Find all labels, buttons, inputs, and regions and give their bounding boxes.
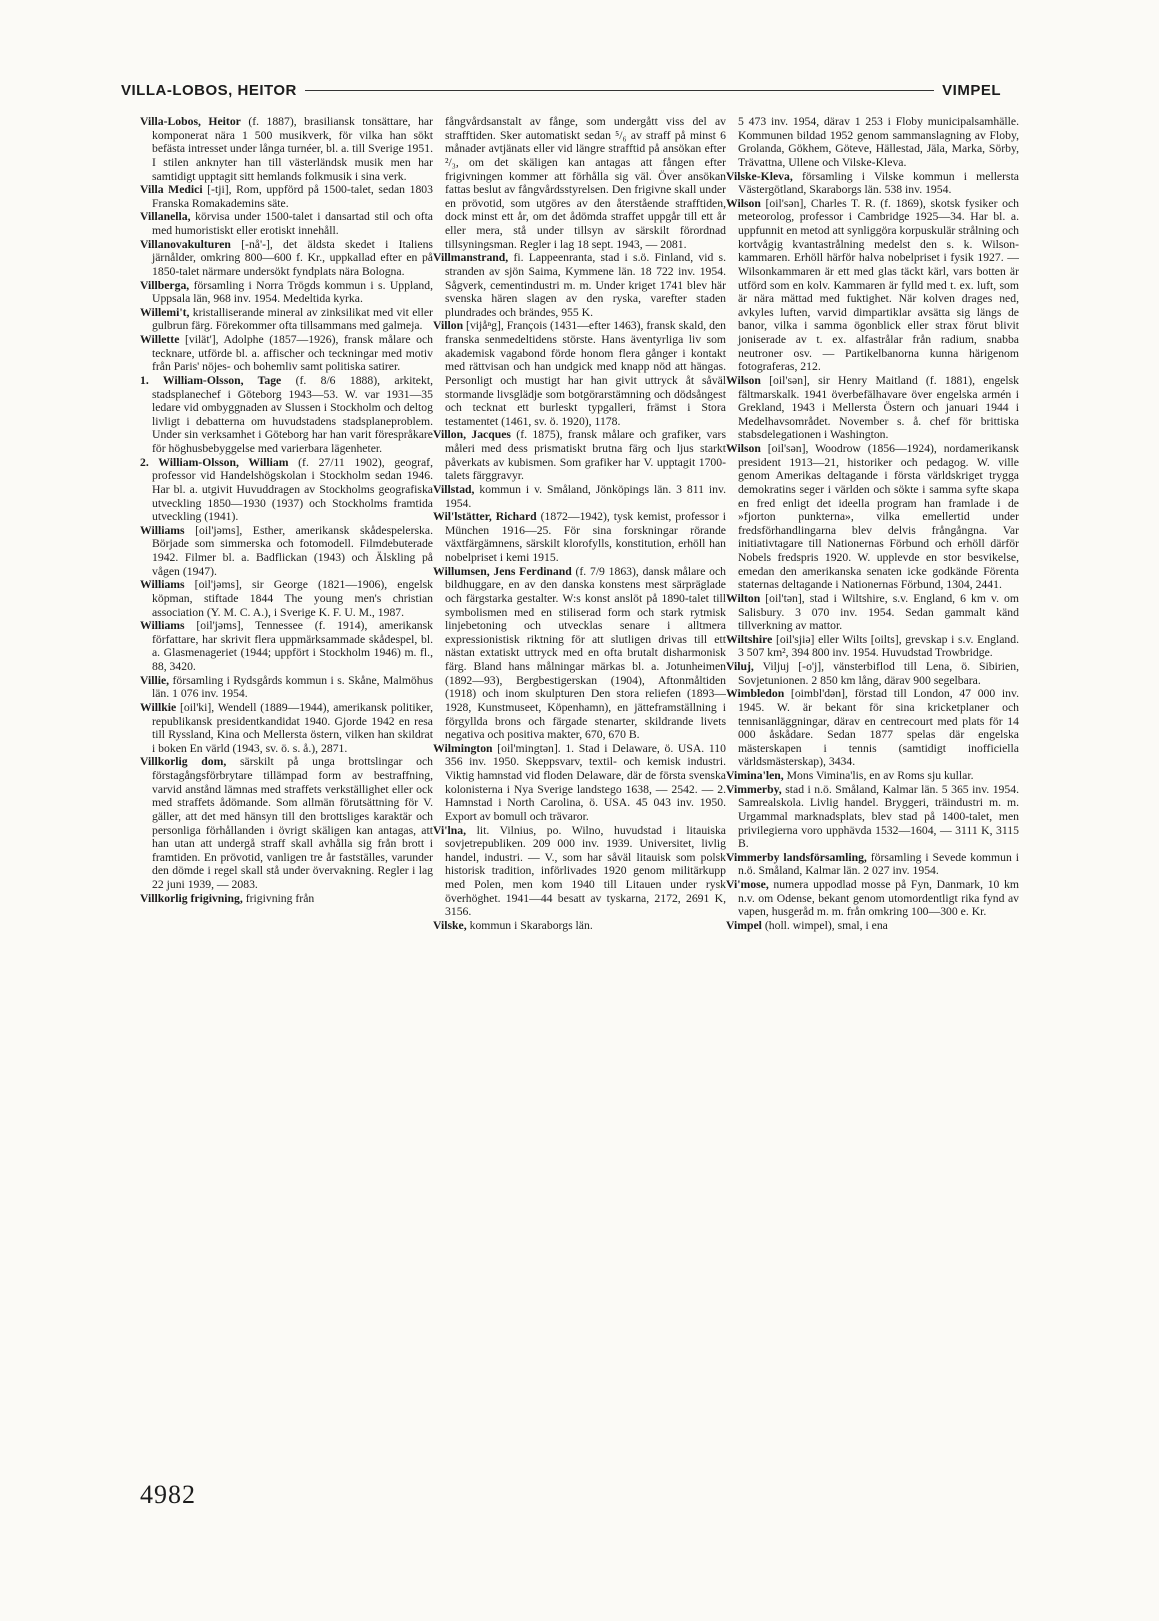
continued-text: 5 473 inv. 1954, därav 1 253 i Floby municipalsamhälle. Kommunen bildad 1952 genom sammanslagning av Floby, Grolanda, Gökhem, Göteve, Hällestad, Jäla, Marka, Sörby, Trävattna, Ullene och Vilske-Kleva. (738, 115, 1019, 169)
entry-text: [oil'sən], Charles T. R. (f. 1869), skotsk fysiker och meteorolog, professor i Cambridge 1925—34. Har bl. a. uppfunnit en metod att synliggöra korpuskulär strålning och kortvågig kvantastrålning medelst den s. k. Wilson-kammaren. Erhöll härför halva nobelpriset i fysik 1927. — Wilsonkammaren är ett med glas täckt kärl, vars botten är utförd som en kolv. Kammaren är fylld med t. ex. luft, som är nära mättad med fuktighet. När kolven drages ned, avkyles luften, varvid dimpartiklar avsätta sig längs de banor, vilka i samma ögonblick eller strax förut blivit joniserade av t. ex. alfastrålar från radium, snabba neutroner osv. — Partikelbanorna kunna härigenom fotograferas, 212. (738, 196, 1019, 374)
dictionary-entry (726, 197, 1019, 374)
entry-headword: Willemi't, (140, 305, 190, 319)
entry-text: församling i Vilske kommun i mellersta Västergötland, Skaraborgs län. 538 inv. 1954. (738, 169, 1019, 197)
entry-text: körvisa under 1500-talet i dansartad stil och ofta med humoristiskt eller erotiskt innehåll. (152, 210, 433, 237)
entry-text: särskilt på unga brottslingar och förstagångsförbrytare tillämpad form av bestraffning, varvid anstånd lämnas med straffets verkställighet eller ock med straffets ådömande. Som allmän förutsättning för V. gäller, att det med hänsyn till den brottsliges karaktär och personliga förhållanden i övrigt skäligen kan antagas, att han utan att undergå straff skall avhålla sig från brott i framtiden. En prövotid, vanligen tre år fastställes, varunder den dömde i regel skall stå under övervakning. Regler i lag 22 juni 1939, — 2083. (152, 755, 433, 891)
entry-text: [oil'jəms], sir George (1821—1906), engelsk köpman, stiftade 1844 The young men's christian association (Y. M. C. A.), i Sverige K. F. U. M., 1987. (152, 578, 433, 619)
dictionary-entry (140, 755, 433, 891)
entry-text: [-tji], Rom, uppförd på 1500-talet, sedan 1803 Franska Romakademins säte. (152, 183, 433, 210)
entry-headword: Villa Medici (140, 183, 203, 197)
page-number: 4982 (140, 1480, 196, 1509)
dictionary-entry (433, 510, 726, 565)
entry-headword: Villkorlig dom, (140, 755, 227, 769)
entry-text: Viljuj [-o'j], vänsterbiflod till Lena, ö. Sibirien, Sovjetunionen. 2 850 km lång, därav 900 segelbara. (738, 660, 1019, 687)
entry-headword: Villie, (140, 673, 170, 687)
dictionary-entry (726, 851, 1019, 878)
dictionary-entry (140, 210, 433, 237)
entry-text: (1872—1942), tysk kemist, professor i München 1916—25. För sina forskningar rörande växtfärgämnens, särskilt klorofylls, konstitution, erhöll han nobelpriset i kemi 1915. (445, 510, 726, 564)
header-left-title: VILLA-LOBOS, HEITOR (121, 81, 297, 99)
entry-headword: Williams (140, 619, 185, 633)
entry-text: [oil'jəms], Esther, amerikansk skådespelerska. Började som simmerska och fotomodell. Filmdebuterade 1942. Filmer bl. a. Badflickan (1943) och Älskling på vågen (1947). (152, 523, 433, 578)
entry-text: [-nå'-], det äldsta skedet i Italiens järnålder, omkring 800—600 f. Kr., uppkallad efter en på 1850-talet närmare undersökt fyndplats nära Bologna. (152, 237, 433, 278)
entry-text: (f. 27/11 1902), geograf, professor vid Handelshögskolan i Stockholm sedan 1946. Har bl. a. utgivit Huvuddragen av Stockholms geografiska utveckling 1850—1930 (1937) och Stockholms framtida utveckling (1941). (152, 455, 433, 524)
dictionary-entry (433, 319, 726, 428)
entry-headword: Villstad, (433, 482, 475, 496)
dictionary-entry (433, 824, 726, 919)
entry-headword: Vimmerby landsförsamling, (726, 850, 867, 864)
entry-text: numera uppodlad mosse på Fyn, Danmark, 10 km n.v. om Odense, bekant genom utomordentligt rika fynd av vapen, husgeråd m. m. från omkring 100—300 e. Kr. (738, 878, 1019, 919)
dictionary-entry (726, 878, 1019, 919)
dictionary-entry (433, 565, 726, 742)
column-1 (140, 115, 433, 1460)
entry-headword: Wimbledon (726, 687, 785, 701)
entry-headword: Wilmington (433, 741, 493, 755)
entry-headword: Vilske, (433, 918, 467, 932)
entry-headword: Vi'mose, (726, 878, 769, 891)
dictionary-entry (140, 619, 433, 674)
entry-headword: Wilson (726, 442, 761, 455)
entry-text: församling i Sevede kommun i n.ö. Småland, Kalmar län. 2 027 inv. 1954. (738, 850, 1019, 878)
entry-headword: Villberga, (140, 278, 190, 292)
running-header (121, 78, 1001, 102)
entry-headword: Willkie (140, 700, 177, 714)
dictionary-entry (726, 687, 1019, 769)
entry-text: (holl. wimpel), smal, i ena (761, 918, 888, 932)
dictionary-entry (726, 919, 1019, 933)
entry-headword: Vimina'len, (726, 769, 784, 782)
column-3 (726, 115, 1019, 1460)
entry-headword: Williams (140, 523, 185, 537)
dictionary-entry (726, 783, 1019, 851)
entry-headword: Villmanstrand, (433, 251, 509, 265)
entry-headword: Willumsen, Jens Ferdinand (433, 564, 572, 578)
entry-text: [oil'jəms], Tennessee (f. 1914), amerikansk författare, har skrivit flera uppmärksammade skådespel, bl. a. Glasmenageriet (1944; uppfört i Stockholm 1946) m. fl., 88, 3420. (152, 619, 433, 673)
entry-text: [oil'ki], Wendell (1889—1944), amerikansk politiker, republikansk presidentkandidat 1940. Gjorde 1942 en resa till Ryssland, Kina och Mellersta östern, vilken han skildrat i boken En värld (1943, sv. ö. s. å.), 2871. (152, 700, 433, 755)
entry-text: [oil'sjiə] eller Wilts [oilts], grevskap i s.v. England. 3 507 km², 394 800 inv. 1954. Huvudstad Trowbridge. (738, 632, 1019, 660)
dictionary-entry (140, 183, 433, 210)
entry-text: kommun i Skaraborgs län. (466, 918, 593, 932)
entry-headword: Villa-Lobos, Heitor (140, 115, 241, 128)
entry-text: stad i n.ö. Småland, Kalmar län. 5 365 inv. 1954. Samrealskola. Livlig handel. Bryggeri, träindustri m. m. Urgammal marknadsplats, blev stad på 1400-talet, men privilegierna voro upphävda 1532—1604, — 3111 K, 3115 B. (738, 782, 1019, 851)
dictionary-entry (433, 251, 726, 319)
dictionary-entry (140, 306, 433, 333)
entry-text: kristalliserande mineral av zinksilikat med vit eller gulbrun färg. Förekommer ofta tillsammans med galmeja. (152, 305, 433, 333)
header-rule (305, 90, 934, 91)
dictionary-entry (433, 428, 726, 483)
entry-text: församling i Rydsgårds kommun i s. Skåne, Malmöhus län. 1 076 inv. 1954. (152, 673, 433, 701)
text-columns (140, 115, 1019, 1460)
dictionary-entry (726, 170, 1019, 197)
entry-headword: 1. William-Olsson, Tage (140, 373, 282, 387)
dictionary-entry (726, 769, 1019, 783)
entry-headword: Wil'lstätter, Richard (433, 510, 537, 524)
entry-headword: Wiltshire (726, 632, 773, 646)
entry-text: (f. 1887), brasiliansk tonsättare, har komponerat nära 1 500 musikverk, för vilka han sökt befästa intresset under långa turnéer, bl. a. till Sverige 1951. I stilen anknyter han till västerländsk musik men har samtidigt upptagit sitt hemlands folkmusik i sina verk. (152, 115, 433, 183)
header-right-title: VIMPEL (942, 81, 1001, 99)
dictionary-entry (140, 238, 433, 279)
entry-headword: Villkorlig frigivning, (140, 891, 243, 905)
entry-headword: Villanovakulturen (140, 237, 231, 251)
dictionary-entry (140, 701, 433, 756)
dictionary-entry (140, 578, 433, 619)
entry-text: Mons Vimina'lis, en av Roms sju kullar. (783, 769, 974, 782)
dictionary-entry (140, 456, 433, 524)
entry-headword: Vilske-Kleva, (726, 169, 793, 183)
dictionary-entry (433, 919, 726, 933)
entry-text: (f. 1875), fransk målare och grafiker, vars måleri med dess prismatiskt brutna färg och ljus starkt påverkats av kubismen. Som grafiker har V. upptagit 1700-talets färggravyr. (445, 428, 726, 483)
dictionary-entry (433, 742, 726, 824)
entry-headword: Wilton (726, 591, 761, 605)
entry-headword: Vi'lna, (433, 823, 467, 837)
entry-text: församling i Norra Trögds kommun i s. Uppland, Uppsala län, 968 inv. 1954. Medeltida kyrka. (152, 278, 433, 306)
entry-headword: 2. William-Olsson, William (140, 455, 289, 469)
entry-text: [oimbl'dən], förstad till London, 47 000 inv. 1945. W. är bekant för sina kricketplaner och tennisanläggningar, därav en centrecourt med plats för 14 000 åskådare. Sedan 1877 spelas där engelska mästerskapen i tennis (samtidigt inofficiella världsmästerskap), 3434. (738, 687, 1019, 769)
dictionary-entry (140, 374, 433, 456)
dictionary-entry (140, 892, 433, 906)
entry-text: [oil'mingtən]. 1. Stad i Delaware, ö. USA. 110 356 inv. 1950. Skeppsvarv, textil- och kemisk industri. Viktig hamnstad vid floden Delaware, där de första svenska kolonisterna i Nya Sverige landstego 1638, — 2542. — 2. Hamnstad i North Carolina, ö. USA. 45 043 inv. 1950. Export av bomull och trävaror. (445, 741, 726, 823)
entry-text: kommun i v. Småland, Jönköpings län. 3 811 inv. 1954. (445, 482, 726, 510)
dictionary-entry (140, 674, 433, 701)
entry-text: [oil'tən], stad i Wiltshire, s.v. England, 6 km v. om Salisbury. 3 070 inv. 1954. Sedan gammalt känd tillverkning av mattor. (738, 591, 1019, 633)
entry-text: [oil'sən], Woodrow (1856—1924), nordamerikansk president 1913—21, historiker och pedagog. W. ville genom Amerikas deltagande i första världskriget trygga demokratins seger i världen och sökte i samma syfte skapa en fred enligt det ideella program han framlade i de »fjorton punkterna», vilka emellertid under fredsförhandlingarna blev delvis frångångna. Var initiativtagare till Nationernas Förbund och erhöll därför Nobels fredspris 1920. W. upplevde en stor besvikelse, emedan den amerikanska senaten icke godkände Förenta staternas deltagande i Nationernas Förbund, 1304, 2441. (738, 442, 1019, 592)
dictionary-entry (433, 483, 726, 510)
entry-text: [oil'sən], sir Henry Maitland (f. 1881), engelsk fältmarskalk. 1941 överbefälhavare över engelska armén i Grekland, 1943 i Mellersta Östern och januari 1944 i Medelhavsområdet. November s. å. chef för brittiska stabsdelegationen i Washington. (738, 373, 1019, 442)
entry-text: frigivning från (242, 891, 315, 905)
entry-text: [vilät'], Adolphe (1857—1926), fransk målare och tecknare, utförde bl. a. affischer och teckningar med motiv från Paris' nöjes- och bohemliv samt politiska satirer. (152, 333, 433, 374)
dictionary-entry (140, 524, 433, 579)
dictionary-entry (140, 115, 433, 183)
dictionary-entry (726, 592, 1019, 633)
entry-text: (f. 7/9 1863), dansk målare och bildhuggare, en av den danska konstens mest särpräglade och färgstarka gestalter. W:s konst anslöt på 1890-talet till symbolismen med en stiliserad form och stark rytmisk linjebetoning och utvecklas senare i alltmera expressionistisk riktning för att slutligen drivas till ett nästan extatiskt uttryck med en ofta brutalt disharmonisk färg. Bland hans målningar märkas bl. a. Jotunheimen (1892—93), Bergbestigerskan (1904), Aftonmåltiden (1918) och inom skulpturen Den stora reliefen (1893—1928, Kunstmuseet, Köpenhamn), en jättefra​mställning i förgyllda brons och färgade stenarter, skildrande livets negativa och positiva makter, 670, 670 B. (445, 564, 726, 742)
continued-text: fångvårdsanstalt av fånge, som undergått viss del av strafftiden. Sker automatiskt sedan ⁵/₆ av straff på minst 6 månader avtjänats eller vid längre strafftid på ansökan efter ²/₃, om det skäligen kan antagas att fången efter frigivningen kommer att förhålla sig väl. Över ansökan fattas beslut av fångvårdsstyrelsen. Den frigivne skall under en prövotid, som utgöres av den återstående strafftiden, dock minst ett år, om det ådömda straffet uppgår till ett år eller mera, stå under tillsyn av särskilt förordnad tillsyningsman. Regler i lag 18 sept. 1943, — 2081. (445, 115, 726, 251)
entry-headword: Vimmerby, (726, 782, 782, 796)
entry-text: [vijåⁿg], François (1431—efter 1463), fransk skald, den franska senmedeltidens störste. Hans äventyrliga liv som akademisk vagabond förde honom flera gånger i kontakt med rättvisan och han undgick med knapp nöd att hängas. Personligt och mustigt har han givit uttryck åt såväl stormande livsglädje som botgörarstämning och dödsångest och tecknat ett burleskt typgalleri, främst i Stora testamentet (1461, sv. ö. 1920), 1178. (445, 319, 726, 428)
entry-headword: Viluj, (726, 660, 754, 673)
dictionary-entry (726, 633, 1019, 660)
dictionary-entry (726, 660, 1019, 687)
entry-headword: Williams (140, 578, 185, 592)
entry-text: (f. 8/6 1888), arkitekt, stadsplanechef i Göteborg 1943—53. W. var 1931—35 ledare vid ombyggnaden av Slussen i Stockholm och deltog livligt i debatterna om huvudstadens stadsplaneproblem. Under sin verksamhet i Göteborg har han varit förespråkare för höghusbebyggelse med varierbara lägenheter. (152, 373, 433, 455)
dictionary-entry (726, 374, 1019, 442)
entry-headword: Villanella, (140, 210, 191, 224)
entry-text: lit. Vilnius, po. Wilno, huvudstad i litauiska sovjetrepubliken. 209 000 inv. 1939. Universitet, livlig handel, industri. — V., som har såväl litauisk som polsk historisk tradition, införlivades 1920 genom militärkupp med Polen, men kom 1940 till Litauen under rysk överhöghet. 1941—44 besatt av tyskarna, 2172, 2691 K, 3156. (445, 823, 726, 919)
entry-headword: Willette (140, 333, 180, 346)
entry-headword: Villon, Jacques (433, 428, 511, 442)
dictionary-entry (140, 333, 433, 374)
dictionary-entry (726, 442, 1019, 592)
entry-headword: Vimpel (726, 918, 762, 932)
entry-text: fi. Lappeenranta, stad i s.ö. Finland, vid s. stranden av sjön Saima, Kymmene län. 18 722 inv. 1954. Sågverk, cementindustri m. m. Under kriget 1741 blev här svenska hären slagen av den ryska, varefter staden plundrades och brändes, 955 K. (445, 251, 726, 319)
entry-headword: Villon (433, 319, 464, 333)
column-2 (433, 115, 726, 1460)
dictionary-entry (140, 279, 433, 306)
entry-headword: Wilson (726, 196, 761, 210)
entry-headword: Wilson (726, 373, 761, 387)
